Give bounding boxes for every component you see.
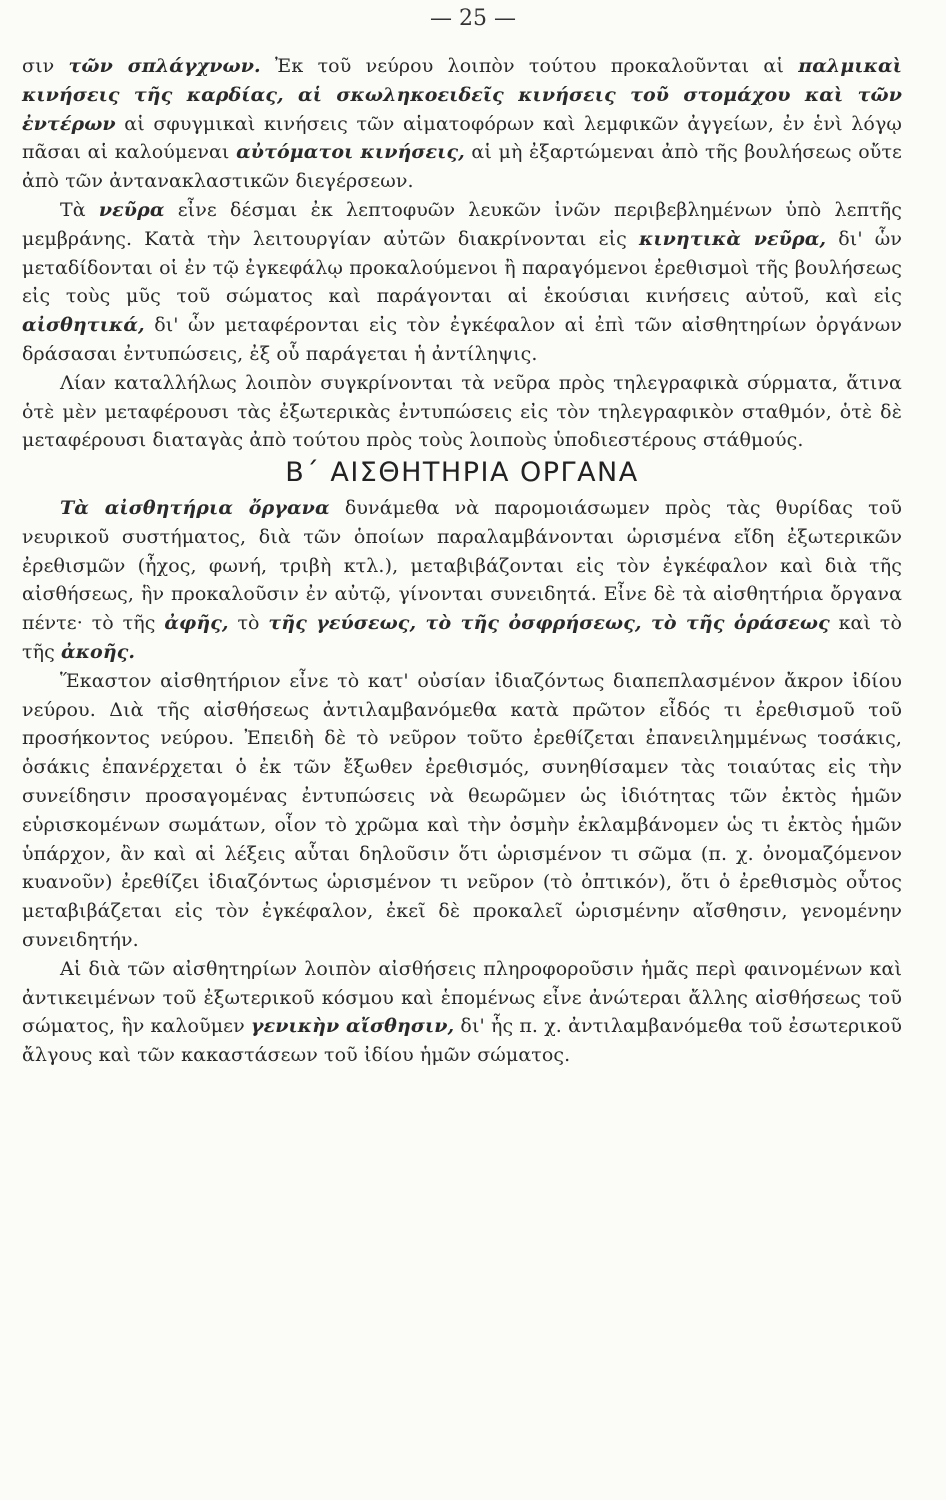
text-run: Αἱ διὰ τῶν αἰσθητηρίων λοιπὸν αἰσθήσεις πληροφοροῦσιν ἡμᾶς περὶ φαινομένων καὶ ἀντικειμένων τοῦ ἐξωτερικοῦ κόσμου καὶ ἑπομένως εἶνε ἀνώτεραι ἄλλης αἰσθήσεως τοῦ σώματος, ἣν καλοῦμεν (22, 957, 902, 1038)
emphasis: γενικὴν αἴσθησιν, (250, 1015, 455, 1038)
paragraph-2 (22, 196, 902, 369)
paragraph-3: Λίαν καταλλήλως λοιπὸν συγκρίνονται τὰ νεῦρα πρὸς τηλεγραφικὰ σύρματα, ἅτινα ὁτὲ μὲν μεταφέρουσι τὰς ἐξωτερικὰς ἐντυπώσεις εἰς τὸν τηλεγραφικὸν σταθμόν, ὁτὲ δὲ μεταφέρουσι διαταγὰς ἀπὸ τούτου πρὸς τοὺς λοιποὺς ὑποδιεστέρους στάθμούς. (22, 371, 902, 452)
text-run: Τὰ (60, 198, 99, 221)
emphasis: Τὰ αἰσθητήρια ὄργανα (60, 496, 330, 519)
emphasis: ἀκοῆς. (60, 640, 136, 663)
paragraph-6 (22, 955, 902, 1070)
text-run: δι' ἧς π. χ. ἀντιλαμβανόμεθα τοῦ ἐσωτερικοῦ ἄλγους καὶ τῶν κακαστάσεων τοῦ ἰδίου ἡμῶν σώματος. (22, 1015, 903, 1067)
text-run: αἱ σφυγμικαὶ κινήσεις τῶν αἱματοφόρων καὶ λεμφικῶν ἀγγείων, ἐν ἑνὶ λόγῳ πᾶσαι αἱ καλούμεναι (22, 112, 902, 164)
emphasis: ἀφῆς, (164, 612, 229, 635)
text-run: δι' ὧν μεταφέρονται εἰς τὸν ἐγκέφαλον αἱ ἐπὶ τῶν αἰσθητηρίων ὀργάνων δράσασαι ἐντυπώσεις, ἐξ οὗ παράγεται ἡ ἀντίληψις. (22, 314, 902, 365)
emphasis: κινητικὰ νεῦρα, (639, 227, 827, 250)
text-run: σιν (22, 55, 69, 77)
text-run: Ἐκ τοῦ νεύρου λοιπὸν τούτου προκαλοῦνται αἱ (260, 55, 799, 77)
text-run: καὶ τὸ τῆς (22, 612, 902, 663)
paragraph-5: Ἕκαστον αἰσθητήριον εἶνε τὸ κατ' οὐσίαν ἰδιαζόντως διαπεπλασμένον ἄκρον ἰδίου νεύρου. Διὰ τῆς αἰσθήσεως ἀντιλαμβανόμεθα κατὰ πρῶτον εἶδός τι ἐρεθισμοῦ τοῦ προσήκοντος νεύρου. Ἐπειδὴ δὲ τὸ νεῦρον τοῦτο ἐρεθίζεται ἐπανειλημμένως τοσάκις, ὁσάκις ἐπανέρχεται ὁ ἐκ τῶν ἔξωθεν ἐρεθισμός, συνηθίσαμεν τὰς τοιαύτας εἰς τὴν συνείδησιν προσαγομένας ἐντυπώσεις νὰ θεωρῶμεν ὡς ἰδιότητας τῶν ἐκτὸς ἡμῶν εὑρισκομένων σωμάτων, οἷον τὸ χρῶμα καὶ τὴν ὀσμὴν ἐκλαμβάνομεν ὡς τι ἐκτὸς ἡμῶν ὑπάρχον, ἂν καὶ αἱ λέξεις αὗται δηλοῦσιν ὅτι ὡρισμένον τι σῶμα (π. χ. ὀνομαζόμενον κυανοῦν) ἐρεθίζει ἰδιαζόντως ὡρισμένον τι νεῦρον (τὸ ὀπτικόν), ὅτι ὁ ἐρεθισμὸς οὗτος μεταβιβάζεται εἰς τὸν ἐγκέφαλον, ἐκεῖ δὲ προκαλεῖ ὡρισμένην αἴσθησιν, γενομένην συνειδητήν. (22, 669, 902, 951)
text-run: τὸ (228, 612, 269, 635)
paragraph-4 (22, 494, 902, 667)
emphasis: παλμικαὶ κινήσεις τῆς καρδίας, αἱ σκωληκοειδεῖς κινήσεις τοῦ στομάχου καὶ τῶν ἐντέρων (22, 55, 902, 135)
text-run: εἶνε δέσμαι ἐκ λεπτοφυῶν λευκῶν ἰνῶν περιβεβλημένων ὑπὸ λεπτῆς μεμβράνης. Κατὰ τὴν λειτουργίαν αὐτῶν διακρίνονται εἰς (22, 198, 902, 250)
emphasis: αἰσθητικά, (22, 314, 145, 337)
emphasis: τῆς γεύσεως, τὸ τῆς ὀσφρήσεως, τὸ τῆς ὁράσεως (268, 612, 830, 635)
emphasis: νεῦρα (98, 198, 165, 221)
page-body (22, 52, 902, 1070)
emphasis: αὐτόματοι κινήσεις, (236, 141, 465, 164)
text-run: αἱ μὴ ἐξαρτώμεναι ἀπὸ τῆς βουλήσεως οὔτε ἀπὸ τῶν ἀντανακλαστικῶν διεγέρσεων. (22, 141, 903, 193)
text-run: δυνάμεθα νὰ παρομοιάσωμεν πρὸς τὰς θυρίδας τοῦ νευρικοῦ συστήματος, διὰ τῶν ὁποίων παραλαμβάνονται ὡρισμένα εἴδη ἐξωτερικῶν ἐρεθισμῶν (ἦχος, φωνή, τριβὴ κτλ.), μεταβιβάζονται εἰς τὸν ἐγκέφαλον καὶ διὰ τῆς αἰσθήσεως, ἣν προκαλοῦσιν ἐν αὐτῷ, γίνονται συνειδητά. Εἶνε δὲ τὰ αἰσθητήρια ὄργανα πέντε· τὸ τῆς (22, 496, 902, 635)
paragraph-1 (22, 52, 902, 196)
emphasis: τῶν σπλάγχνων. (68, 55, 261, 77)
text-run: δι' ὧν μεταδίδονται οἱ ἐν τῷ ἐγκεφάλῳ προκαλούμενοι ἢ παραγόμενοι ἐρεθισμοὶ τῆς βουλήσεως εἰς τοὺς μῦς τοῦ σώματος καὶ παράγονται αἱ ἑκούσιαι κινήσεις αὐτοῦ, καὶ εἰς (22, 227, 902, 308)
section-heading: Β΄ ΑΙΣΘΗΤΗΡΙΑ ΟΡΓΑΝΑ (285, 457, 639, 489)
page-number: — 25 — (430, 6, 516, 31)
